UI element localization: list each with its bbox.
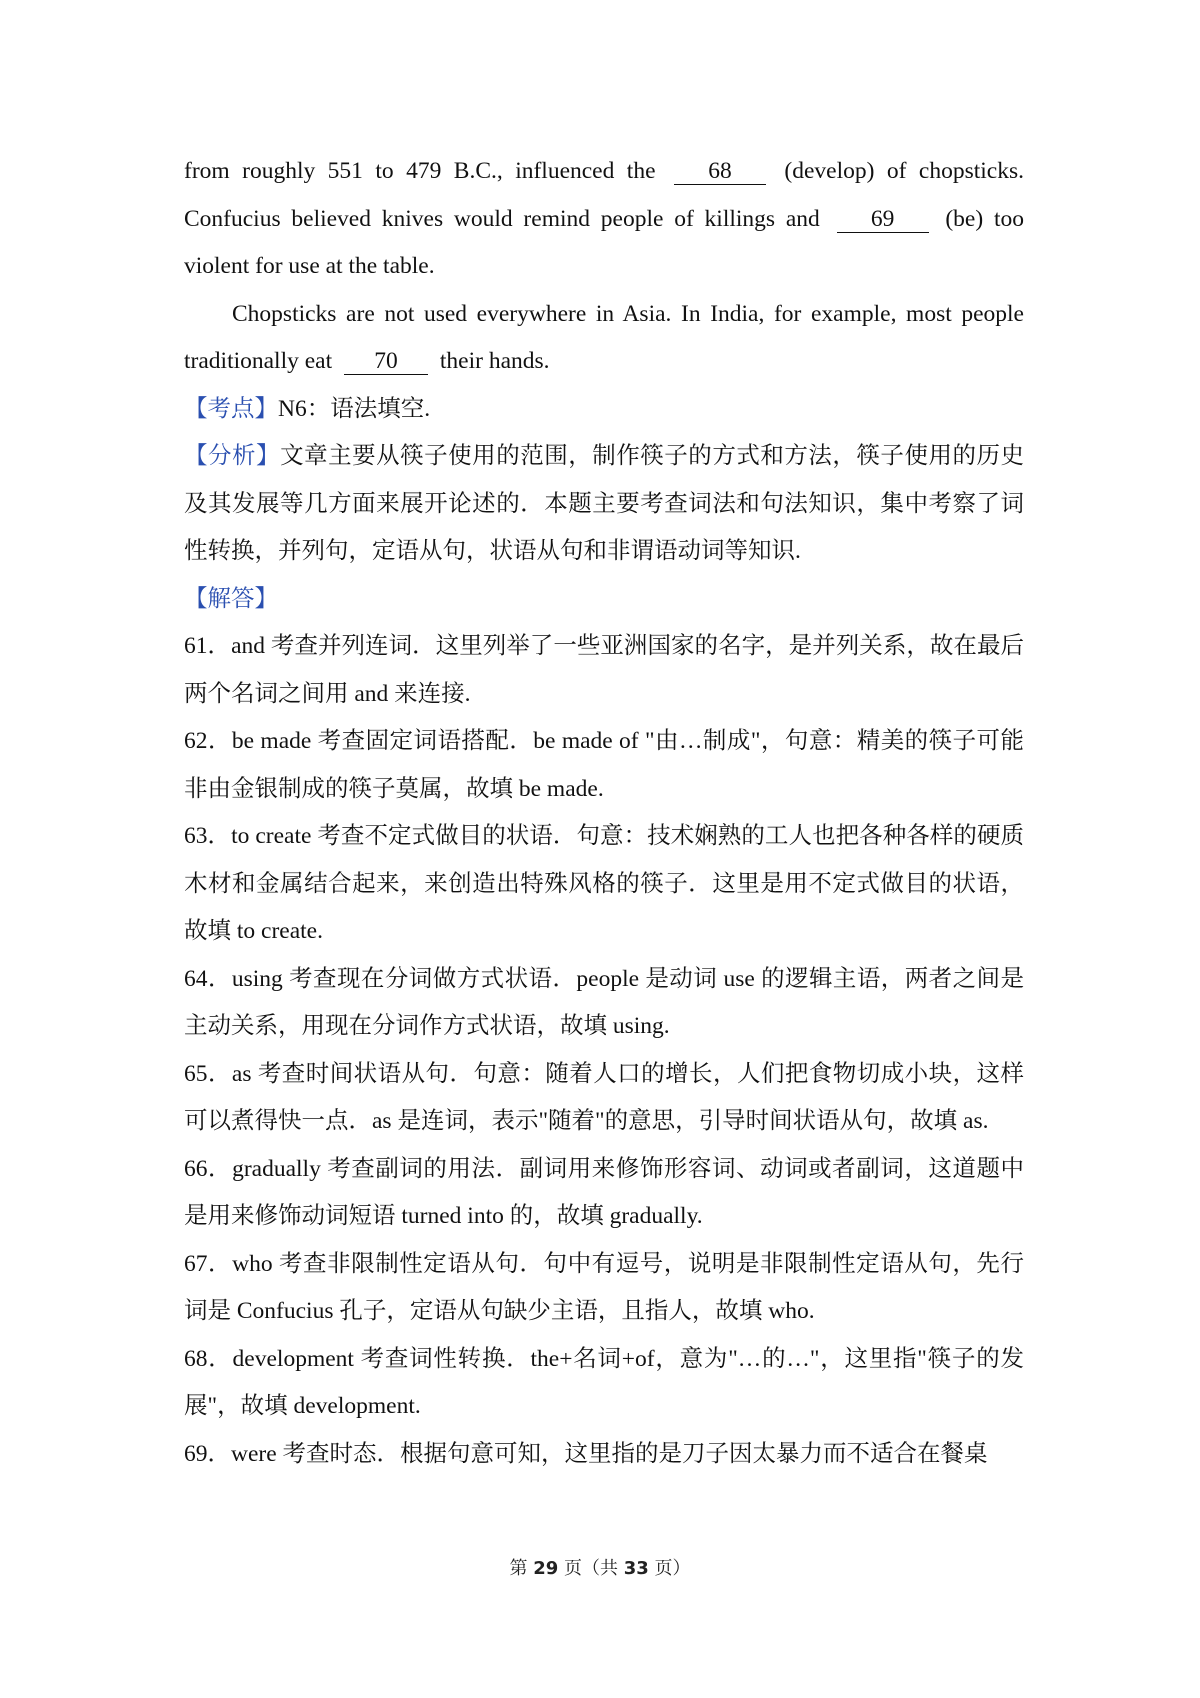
page-number: 29 — [533, 1558, 559, 1579]
passage-text: Confucius believed knives would remind people of killings and — [184, 205, 820, 232]
answer-item: 62．be made 考查固定词语搭配．be made of "由…制成"，句意：精美的筷子可能非由金银制成的筷子莫属，故填 be made. — [184, 728, 1024, 802]
passage-text: from roughly 551 to 479 B.C., influenced the — [184, 158, 656, 184]
answer-item: 68．development 考查词性转换．the+名词+of，意为"…的…"，这里指"筷子的发展"，故填 development. — [184, 1345, 1024, 1419]
kaodian-text: N6：语法填空. — [278, 395, 431, 422]
answer-item: 67．who 考查非限制性定语从句．句中有逗号，说明是非限制性定语从句，先行词是 Confucius 孔子，定语从句缺少主语，且指人，故填 who. — [184, 1250, 1024, 1324]
footer-text: 页） — [654, 1558, 691, 1579]
answer-item: 61．and 考查并列连词．这里列举了一些亚洲国家的名字，是并列关系，故在最后两个名词之间用 and 来连接. — [184, 633, 1024, 707]
jieda-tag: 【解答】 — [184, 585, 278, 612]
page-content — [184, 148, 1024, 1478]
page-footer — [0, 1554, 1200, 1580]
answer-item: 63．to create 考查不定式做目的状语．句意：技术娴熟的工人也把各种各样的硬质木材和金属结合起来，来创造出特殊风格的筷子．这里是用不定式做目的状语，故填 to create. — [184, 823, 1024, 944]
total-pages: 33 — [623, 1558, 649, 1579]
passage-text: Chopsticks are not used everywhere in Asia. In India, for example, most people traditionally eat — [184, 300, 1024, 374]
answer-item: 65．as 考查时间状语从句．句意：随着人口的增长，人们把食物切成小块，这样可以煮得快一点．as 是连词，表示"随着"的意思，引导时间状语从句，故填 as. — [184, 1060, 1024, 1134]
footer-text: 页（共 — [564, 1558, 618, 1579]
answer-item: 66．gradually 考查副词的用法．副词用来修饰形容词、动词或者副词，这道题中是用来修饰动词短语 turned into 的，故填 gradually. — [184, 1155, 1024, 1229]
blank-70: 70 — [344, 348, 428, 375]
blank-69: 69 — [837, 206, 929, 233]
footer-text: 第 — [509, 1558, 528, 1579]
fenxi-text: 文章主要从筷子使用的范围，制作筷子的方式和方法，筷子使用的历史及其发展等几方面来展开论述的．本题主要考查词法和句法知识，集中考察了词性转换，并列句，定语从句，状语从句和非谓语动词等知识. — [184, 443, 1025, 564]
kaodian-section — [184, 386, 1024, 434]
passage-paragraph-2 — [184, 291, 1024, 386]
passage-text: (develop) of chopsticks. — [784, 158, 1025, 184]
answer-item: 69．were 考查时态．根据句意可知，这里指的是刀子因太暴力而不适合在餐桌 — [184, 1440, 988, 1467]
blank-68: 68 — [674, 158, 766, 185]
answer-item: 64．using 考查现在分词做方式状语．people 是动词 use 的逻辑主语，两者之间是主动关系，用现在分词作方式状语，故填 using. — [184, 965, 1024, 1039]
passage-text: their hands. — [439, 348, 550, 374]
passage-paragraph-1 — [184, 148, 1024, 291]
passage-text: (be) too violent for use at the table. — [184, 205, 1024, 279]
jieda-section — [184, 576, 1024, 624]
fenxi-section — [184, 433, 1024, 576]
kaodian-tag: 【考点】 — [184, 395, 278, 422]
fenxi-tag: 【分析】 — [184, 443, 281, 469]
